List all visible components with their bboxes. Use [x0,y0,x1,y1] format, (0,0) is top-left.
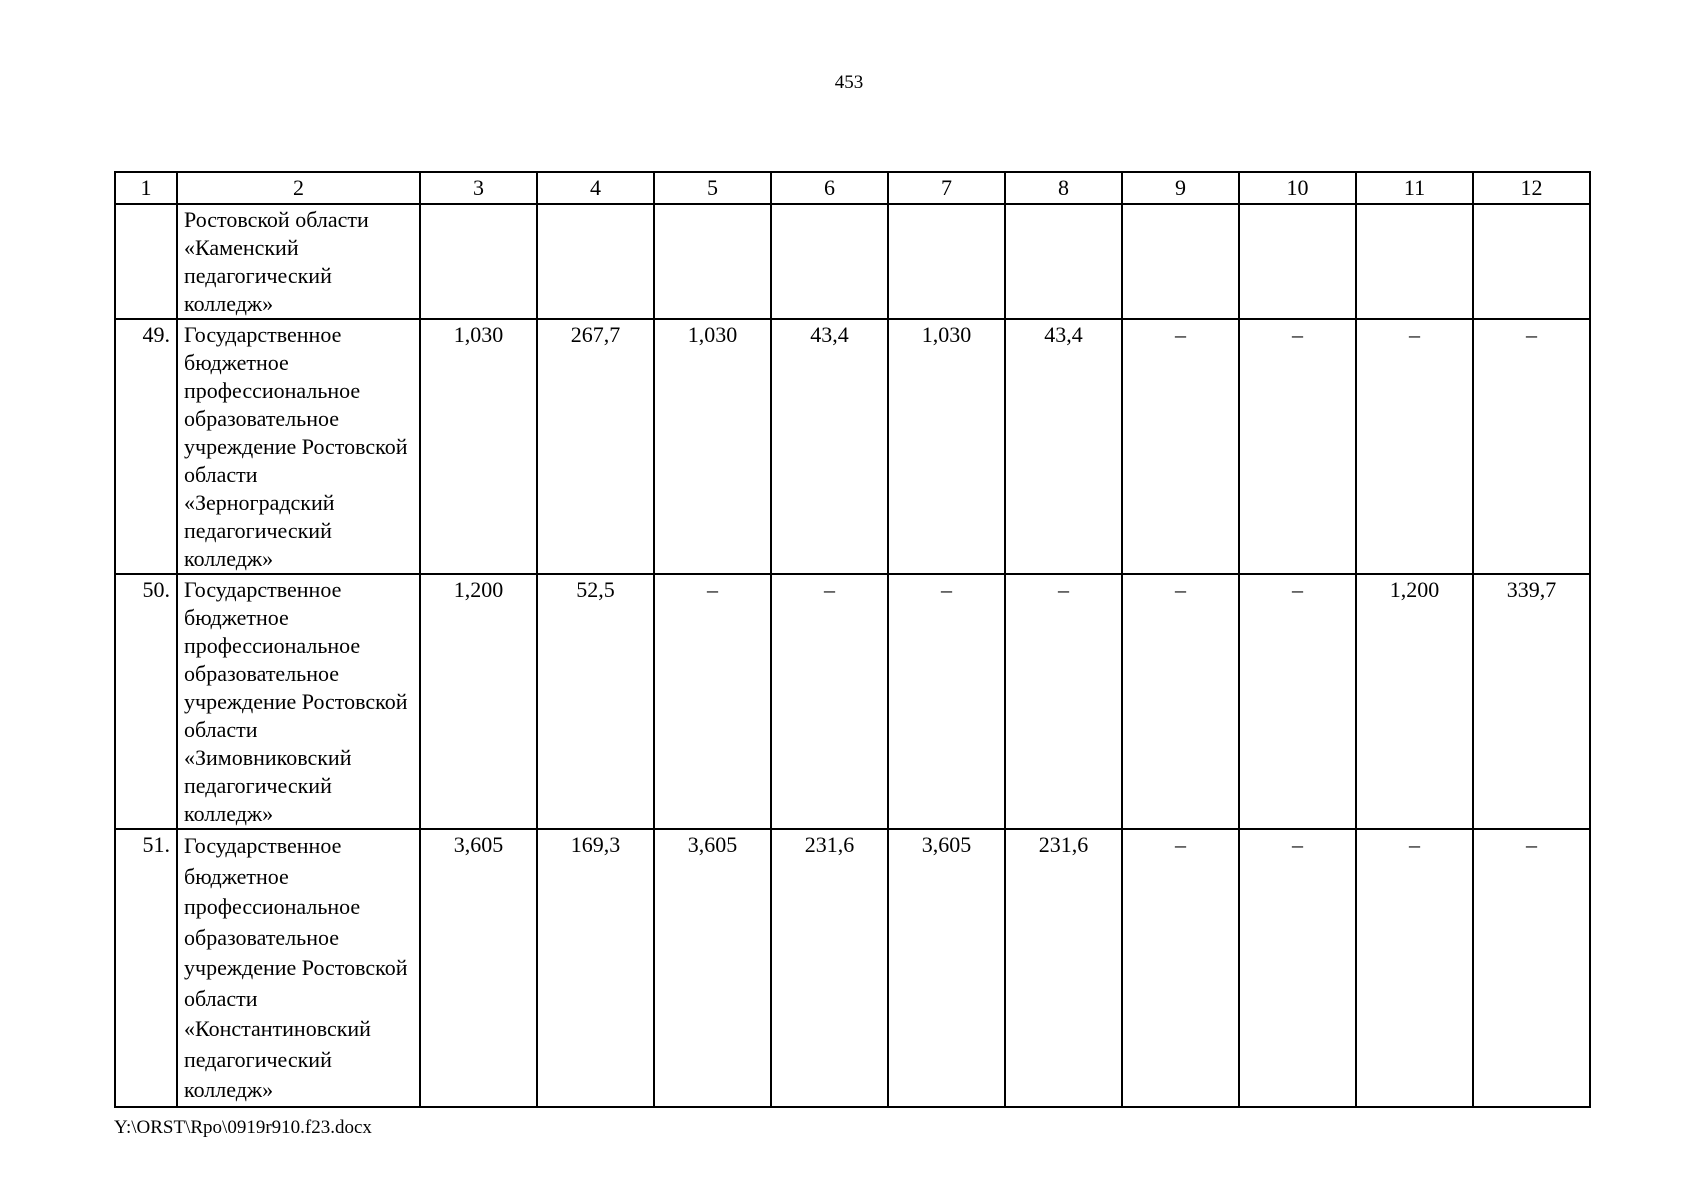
table-cell: – [1122,574,1239,829]
column-header: 12 [1473,172,1590,204]
column-header: 5 [654,172,771,204]
column-header: 10 [1239,172,1356,204]
column-header: 3 [420,172,537,204]
table-cell: 339,7 [1473,574,1590,829]
column-header: 8 [1005,172,1122,204]
table-cell: 43,4 [771,319,888,574]
table-cell [1122,204,1239,319]
table-row [115,574,1590,829]
institution-name: Ростовской области «Каменский педагогический колледж» [177,204,420,319]
column-header: 1 [115,172,177,204]
table-cell [1005,204,1122,319]
institution-name: Государственное бюджетное профессиональное образовательное учреждение Ростовской области «Зерноградский педагогический колледж» [177,319,420,574]
table-cell: 1,030 [420,319,537,574]
column-header: 6 [771,172,888,204]
table-cell: – [1005,574,1122,829]
table-cell: – [1239,319,1356,574]
table-cell: – [654,574,771,829]
table-cell: – [771,574,888,829]
table-cell [1239,204,1356,319]
column-header: 11 [1356,172,1473,204]
table-cell [420,204,537,319]
table-cell: – [1122,829,1239,1107]
table-cell: 3,605 [888,829,1005,1107]
institution-name: Государственное бюджетное профессиональное образовательное учреждение Ростовской области «Зимовниковский педагогический колледж» [177,574,420,829]
table-header-row [115,172,1590,204]
column-header: 9 [1122,172,1239,204]
column-header: 4 [537,172,654,204]
table-cell: – [1473,829,1590,1107]
table-cell [1473,204,1590,319]
table-cell [888,204,1005,319]
table-cell: – [1122,319,1239,574]
column-header: 2 [177,172,420,204]
table-row [115,319,1590,574]
table-cell: – [1239,574,1356,829]
table-cell [1356,204,1473,319]
table-cell: 3,605 [654,829,771,1107]
table-cell: 231,6 [1005,829,1122,1107]
footer-file-path: Y:\ORST\Rpo\0919r910.f23.docx [114,1117,372,1138]
table-cell: 3,605 [420,829,537,1107]
table-cell: 52,5 [537,574,654,829]
page-number: 453 [834,72,864,93]
table-cell: 267,7 [537,319,654,574]
institution-name: Государственное бюджетное профессиональное образовательное учреждение Ростовской области «Константиновский педагогический колледж» [177,829,420,1107]
table-row [115,829,1590,1107]
row-number [115,204,177,319]
column-header: 7 [888,172,1005,204]
row-number: 51. [115,829,177,1107]
table-cell: – [888,574,1005,829]
table-cell [537,204,654,319]
table-cell: – [1473,319,1590,574]
row-number: 50. [115,574,177,829]
row-number: 49. [115,319,177,574]
table-cell: – [1239,829,1356,1107]
table-cell: 169,3 [537,829,654,1107]
table-cell: 1,030 [888,319,1005,574]
table-row [115,204,1590,319]
table-cell: 43,4 [1005,319,1122,574]
table-cell: 231,6 [771,829,888,1107]
data-table [114,171,1591,1108]
table-cell: 1,030 [654,319,771,574]
table-cell [654,204,771,319]
table-cell: 1,200 [1356,574,1473,829]
table-cell: – [1356,319,1473,574]
table-cell: 1,200 [420,574,537,829]
table-cell: – [1356,829,1473,1107]
table-cell [771,204,888,319]
